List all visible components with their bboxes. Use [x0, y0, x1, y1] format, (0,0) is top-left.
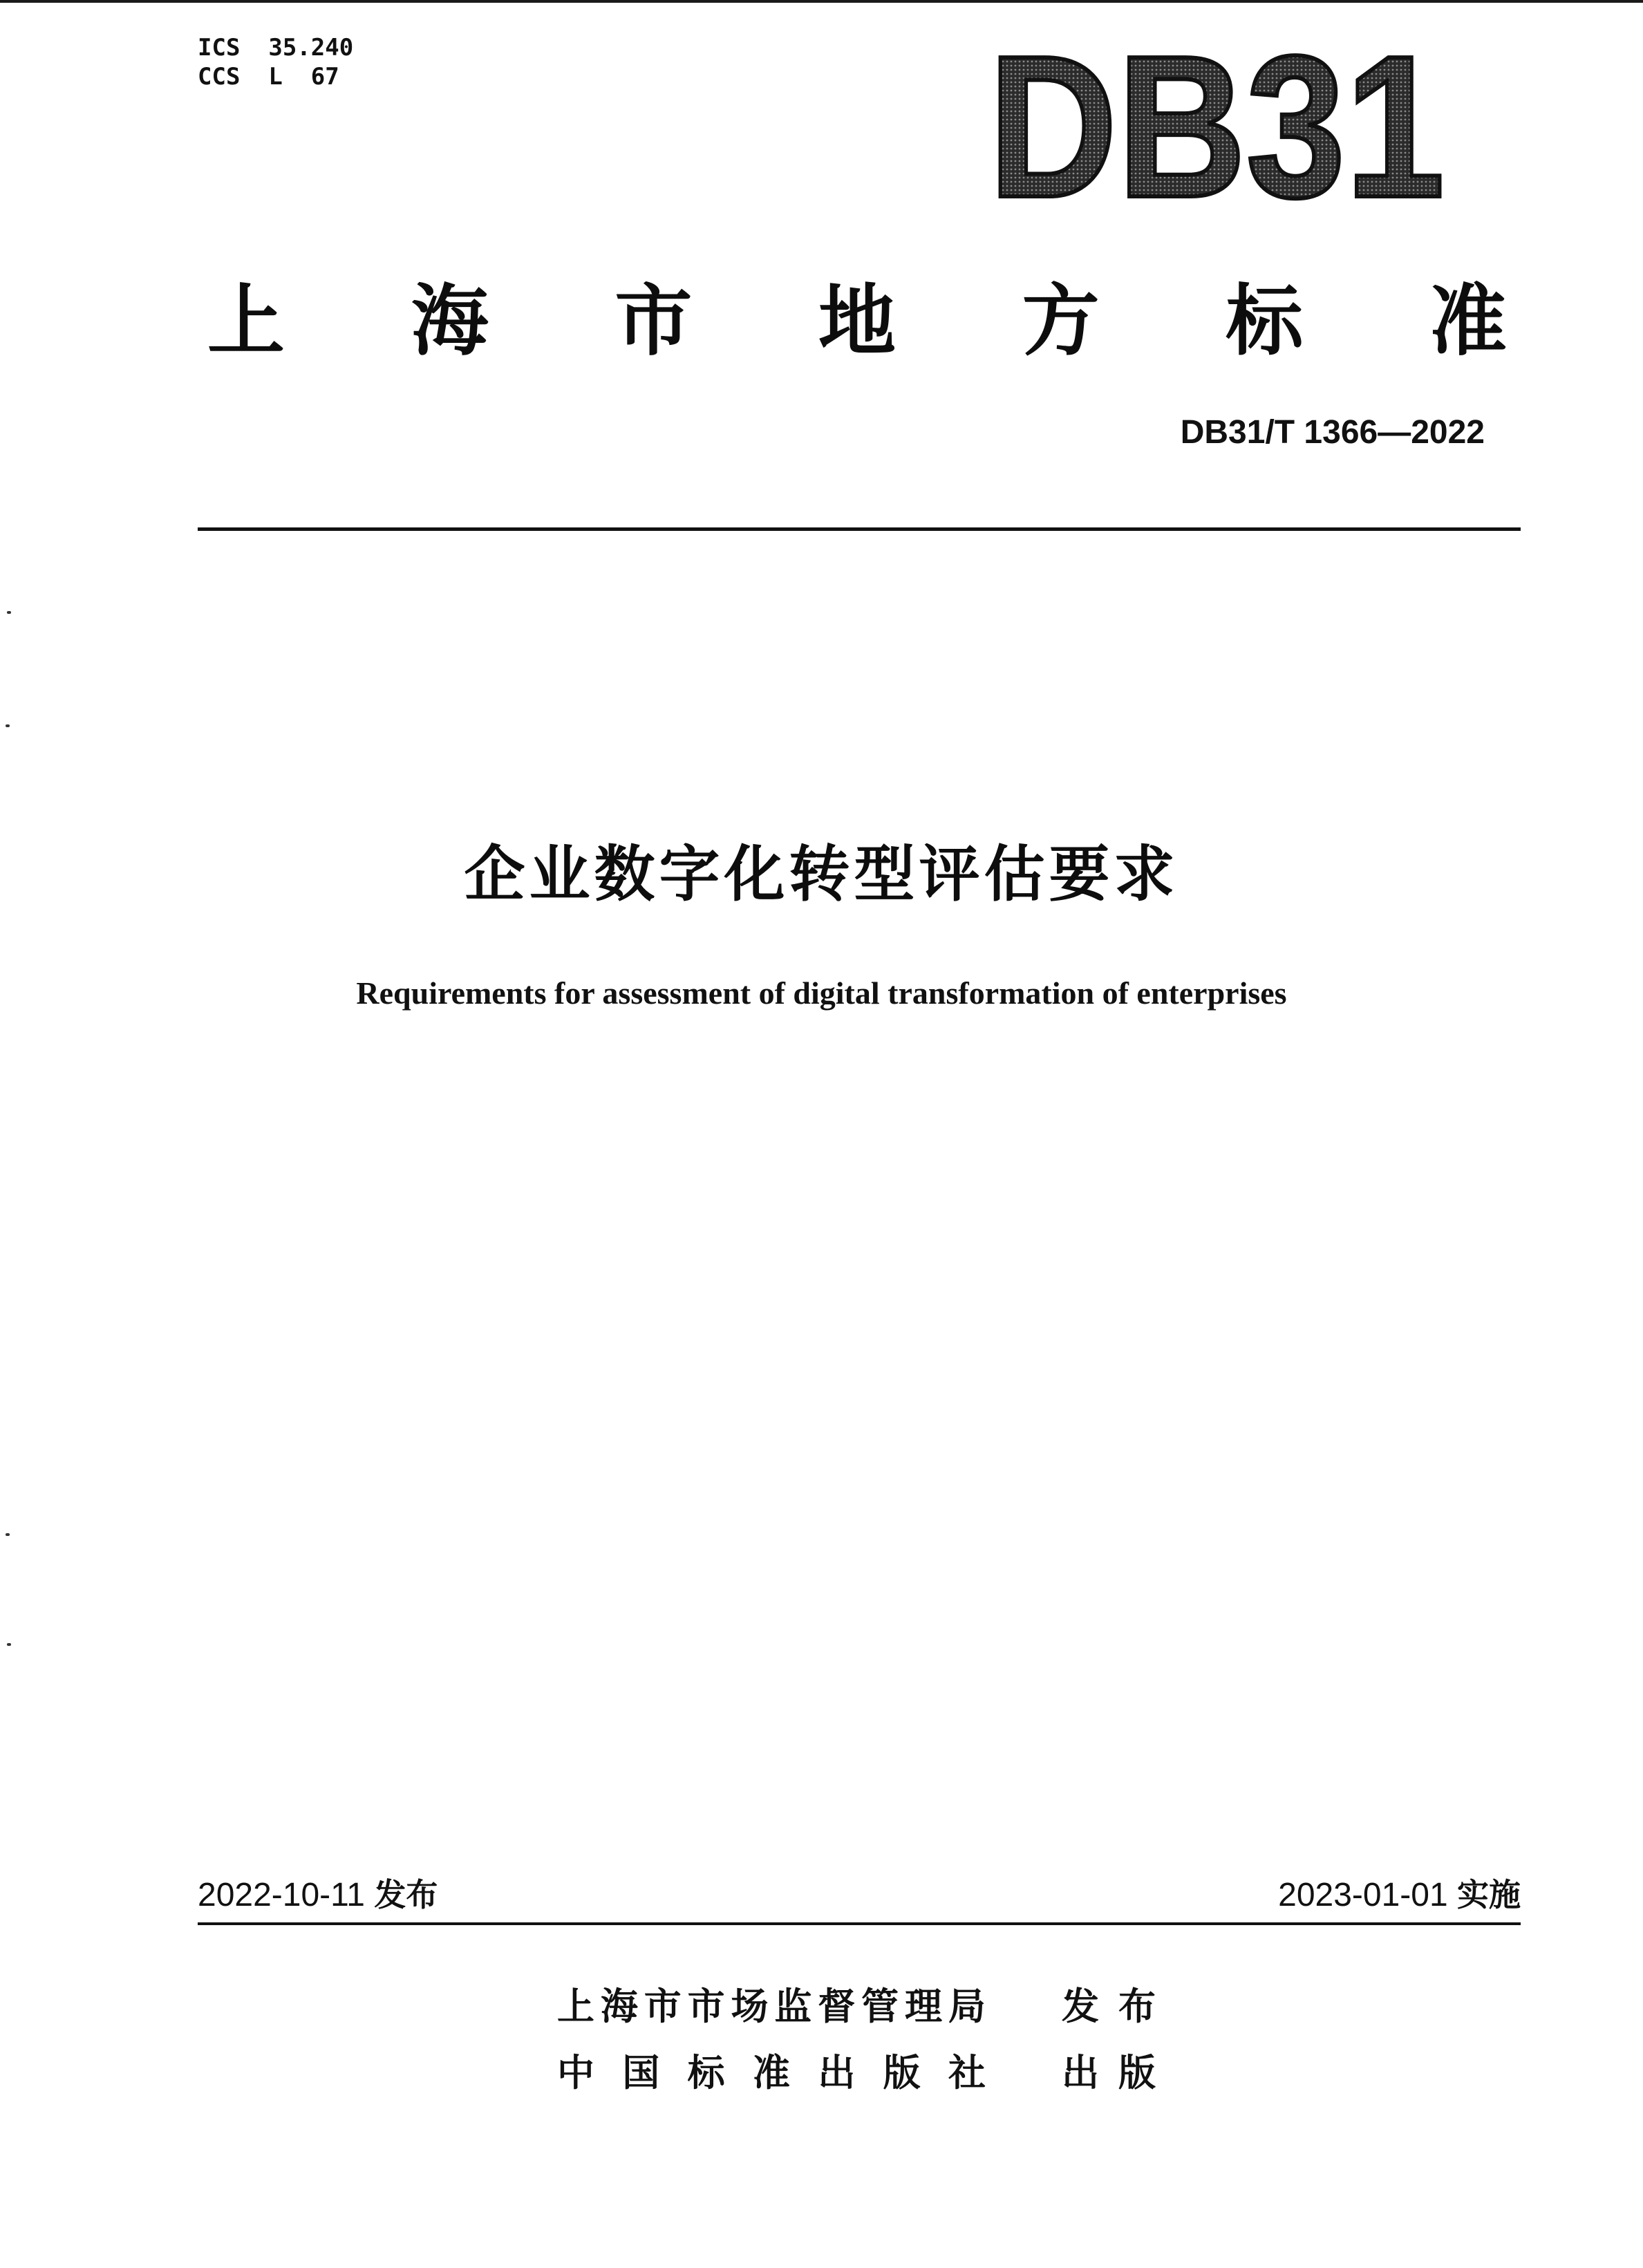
heading-char: 海 [411, 276, 489, 366]
heading-char: 准 [1429, 276, 1507, 366]
standard-type-heading [207, 263, 1507, 366]
ics-code: ICS 35.240 [198, 34, 354, 62]
heading-char: 地 [818, 276, 896, 366]
publisher-name-char: 上 [557, 1984, 594, 2028]
date-row [198, 1870, 1521, 1915]
bottom-divider [198, 1922, 1521, 1925]
scan-speck [6, 1533, 10, 1536]
scan-speck [7, 1643, 11, 1646]
publisher-name-char: 海 [600, 1984, 638, 2028]
publisher-name-char: 督 [818, 1984, 856, 2028]
heading-char: 方 [1022, 276, 1100, 366]
scan-speck [7, 611, 11, 614]
publishers [557, 1970, 1156, 2103]
scan-speck [6, 724, 10, 727]
publisher-name-char: 场 [731, 1984, 769, 2028]
publisher-row [557, 1970, 1156, 2036]
publisher-name [557, 1977, 986, 2030]
publisher-role-char: 布 [1118, 1984, 1156, 2028]
db31-logo [968, 39, 1465, 218]
publisher-role [1062, 1977, 1156, 2030]
issue-date-block [198, 1870, 438, 1915]
publisher-name-char: 版 [883, 2050, 921, 2094]
publisher-name-char: 出 [818, 2050, 856, 2094]
publisher-name-char: 管 [861, 1984, 899, 2028]
page-top-edge [0, 0, 1643, 3]
publisher-name-char: 局 [948, 1984, 986, 2028]
publisher-name [557, 2043, 986, 2097]
document-title-chinese: 企业数字化转型评估要求 [464, 838, 1179, 910]
publisher-name-char: 准 [752, 2050, 790, 2094]
effective-date: 2023-01-01 [1278, 1877, 1448, 1913]
publisher-name-char: 国 [622, 2050, 660, 2094]
publisher-name-char: 中 [557, 2050, 594, 2094]
publisher-name-char: 市 [687, 1984, 725, 2028]
publisher-role-char: 出 [1062, 2050, 1099, 2094]
publisher-name-char: 监 [774, 1984, 812, 2028]
publisher-name-char: 理 [905, 1984, 942, 2028]
publisher-role-char: 发 [1062, 1984, 1099, 2028]
top-divider [198, 527, 1521, 531]
effective-date-block [1278, 1870, 1521, 1915]
publisher-role-char: 版 [1118, 2050, 1156, 2094]
db31-logo-text: DB31 [988, 39, 1445, 218]
publisher-row [557, 2036, 1156, 2103]
heading-char: 市 [614, 276, 693, 366]
heading-char: 上 [207, 276, 285, 366]
publisher-name-char: 标 [687, 2050, 725, 2094]
issue-date: 2022-10-11 [198, 1877, 365, 1913]
document-title-english: Requirements for assessment of digital transformation of enterprises [356, 975, 1287, 1011]
publisher-name-char: 社 [948, 2050, 986, 2094]
issue-label: 发布 [374, 1876, 438, 1913]
heading-char: 标 [1226, 276, 1304, 366]
effective-label: 实施 [1457, 1876, 1521, 1913]
standard-number: DB31/T 1366—2022 [1180, 414, 1485, 451]
publisher-name-char: 市 [644, 1984, 682, 2028]
classification-codes [198, 33, 353, 91]
publisher-role [1062, 2043, 1156, 2097]
ccs-code: CCS L 67 [198, 63, 339, 91]
